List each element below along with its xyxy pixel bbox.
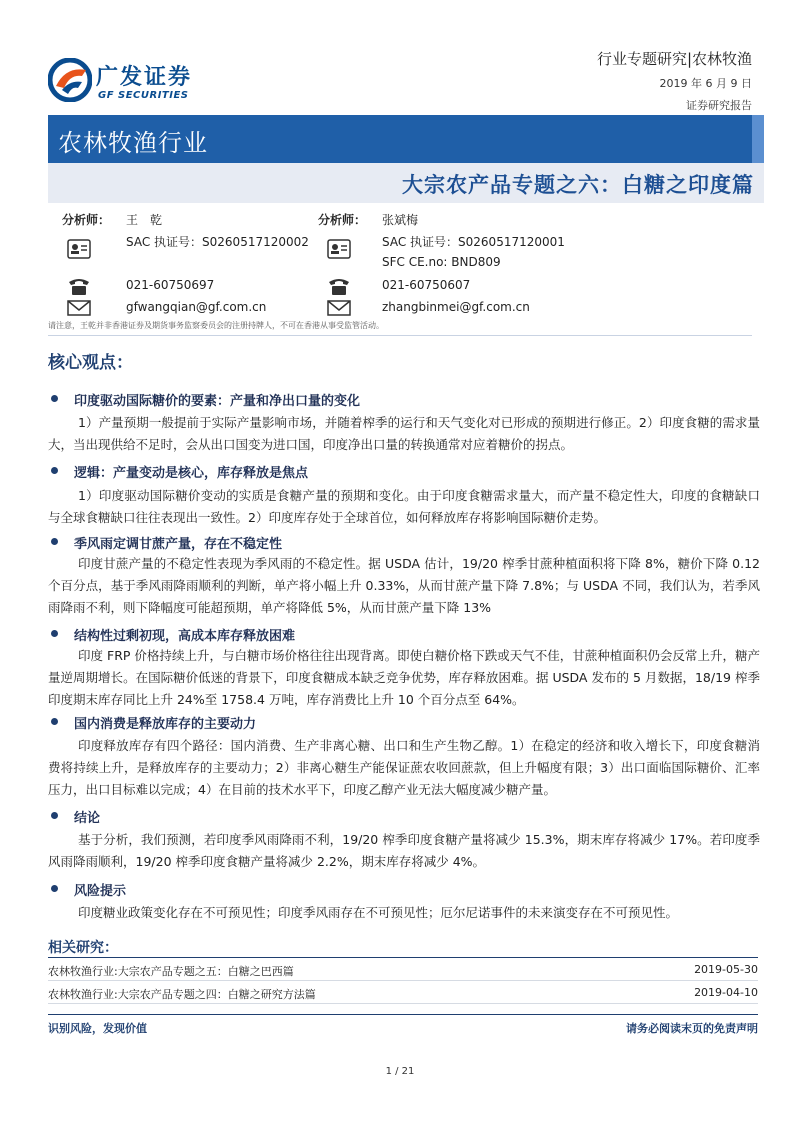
related-item-title[interactable]: 农林牧渔行业:大宗农产品专题之五：白糖之巴西篇 <box>48 965 294 978</box>
phone-icon <box>66 275 92 297</box>
related-item[interactable] <box>48 963 758 979</box>
report-type: 证券研究报告 <box>686 99 752 112</box>
analyst1-name: 王 乾 <box>126 213 163 227</box>
title-banner <box>48 163 764 203</box>
related-item-date: 2019-05-30 <box>694 963 758 976</box>
analyst2-sfc: SFC CE.no: BND809 <box>382 255 501 269</box>
phone-icon <box>326 275 352 297</box>
analyst2-name: 张斌梅 <box>382 213 419 227</box>
point-text: 基于分析，我们预测，若印度季风雨降雨不利，19/20 榨季印度食糖产量将减少 15.3%，期末库存将减少 17%。若印度季风雨降雨顺利，19/20 榨季印度食糖产量将减少 2.2%，期末库存将减少 4%。 <box>48 832 760 869</box>
point-text: 印度释放库存有四个路径：国内消费、生产非离心糖、出口和生产生物乙醇。1）在稳定的经济和收入增长下，印度食糖消费将持续上升，是释放库存的主要动力；2）非离心糖生产能保证蔗农收回蔗款，但上升幅度有限；3）出口面临国际糖价、汇率压力，出口目标难以完成；4）在目前的技术水平下，印度乙醇产业无法大幅度减少糖产量。 <box>48 738 760 797</box>
related-item[interactable] <box>48 986 758 1002</box>
header-meta <box>597 48 752 113</box>
point-heading: 结论 <box>52 807 100 826</box>
analyst1-email[interactable]: gfwangqian@gf.com.cn <box>126 300 267 314</box>
analyst1-sac: SAC 执证号：S0260517120002 <box>126 235 309 249</box>
divider <box>48 335 752 336</box>
analyst1-label: 分析师： <box>62 213 111 227</box>
point-heading: 国内消费是释放库存的主要动力 <box>52 713 256 732</box>
report-title: 大宗农产品专题之六：白糖之印度篇 <box>402 173 754 197</box>
page-number: 1 / 21 <box>385 1066 415 1077</box>
industry-name: 农林牧渔行业 <box>58 129 208 157</box>
point-text: 印度甘蔗产量的不稳定性表现为季风雨的不稳定性。据 USDA 估计，19/20 榨季甘蔗种植面积将下降 8%，糖价下降 0.12 个百分点，基于季风雨降雨顺利的判断，单产将小幅上升 0.33%，从而甘蔗产量下降 7.8%；与 USDA 不同，我们认为，若季风雨降雨不利，则下降幅度可能超预期，单产将降低 5%，从而甘蔗产量下降 13% <box>48 556 760 615</box>
divider <box>48 1003 758 1004</box>
point-heading: 结构性过剩初现，高成本库存释放困难 <box>52 625 295 644</box>
analyst2-phone: 021-60750607 <box>382 278 471 292</box>
point-text: 印度 FRP 价格持续上升，与白糖市场价格往往出现背离。即使白糖价格下跌或天气不佳，甘蔗种植面积仍会反常上升，糖产量逆周期增长。在国际糖价低迷的背景下，印度食糖成本缺乏竞争优势，库存释放困难。据 USDA 发布的 5 月数据，18/19 榨季印度期末库存同比上升 24%至 1758.4 万吨，库存消费比上升 10 个百分点至 64%。 <box>48 648 760 707</box>
email-icon <box>326 297 352 319</box>
divider <box>48 957 758 958</box>
point-text: 1）印度驱动国际糖价变动的实质是食糖产量的预期和变化。由于印度食糖需求量大，而产量不稳定性大，印度的食糖缺口与全球食糖缺口往往表现出一致性。2）印度库存处于全球首位，如何释放库存将影响国际糖价走势。 <box>48 488 760 525</box>
related-item-date: 2019-04-10 <box>694 986 758 999</box>
footer-slogan: 识别风险，发现价值 <box>48 1022 147 1035</box>
analyst2-email[interactable]: zhangbinmei@gf.com.cn <box>382 300 530 314</box>
footer-disclaimer: 请务必阅读末页的免责声明 <box>626 1022 758 1035</box>
footer-divider <box>48 1014 758 1015</box>
point-heading: 季风雨定调甘蔗产量，存在不稳定性 <box>52 533 282 552</box>
analyst2-sac: SAC 执证号：S0260517120001 <box>382 235 565 249</box>
license-notice: 请注意，王乾并非香港证券及期货事务监察委员会的注册持牌人，不可在香港从事受监管活动。 <box>48 321 384 330</box>
related-research-title: 相关研究： <box>48 940 118 956</box>
gf-logo <box>48 58 218 106</box>
point-heading: 逻辑：产量变动是核心，库存释放是焦点 <box>52 462 308 481</box>
id-card-icon <box>326 238 352 260</box>
point-heading: 风险提示 <box>52 880 126 899</box>
email-icon <box>66 297 92 319</box>
gf-logo-icon <box>48 58 92 102</box>
logo-en-text: GF SECURITIES <box>98 90 189 101</box>
industry-banner <box>48 115 752 163</box>
analyst1-phone: 021-60750697 <box>126 278 215 292</box>
report-date: 2019 年 6 月 9 日 <box>659 77 752 90</box>
related-item-title[interactable]: 农林牧渔行业:大宗农产品专题之四：白糖之研究方法篇 <box>48 988 316 1001</box>
divider <box>48 980 758 981</box>
id-card-icon <box>66 238 92 260</box>
analyst2-label: 分析师： <box>318 213 367 227</box>
point-text: 1）产量预期一般提前于实际产量影响市场，并随着榨季的运行和天气变化对已形成的预期进行修正。2）印度食糖的需求量大，当出现供给不足时，会从出口国变为进口国，印度净出口量的转换通常对应着糖价的拐点。 <box>48 415 760 452</box>
report-category: 行业专题研究|农林牧渔 <box>596 50 752 68</box>
point-heading: 印度驱动国际糖价的要素：产量和净出口量的变化 <box>52 390 360 409</box>
banner-accent <box>752 115 764 163</box>
core-views-title: 核心观点： <box>48 353 133 373</box>
point-text: 印度糖业政策变化存在不可预见性；印度季风雨存在不可预见性；厄尔尼诺事件的未来演变存在不可预见性。 <box>78 905 679 920</box>
logo-cn-text: 广发证券 <box>96 65 193 90</box>
